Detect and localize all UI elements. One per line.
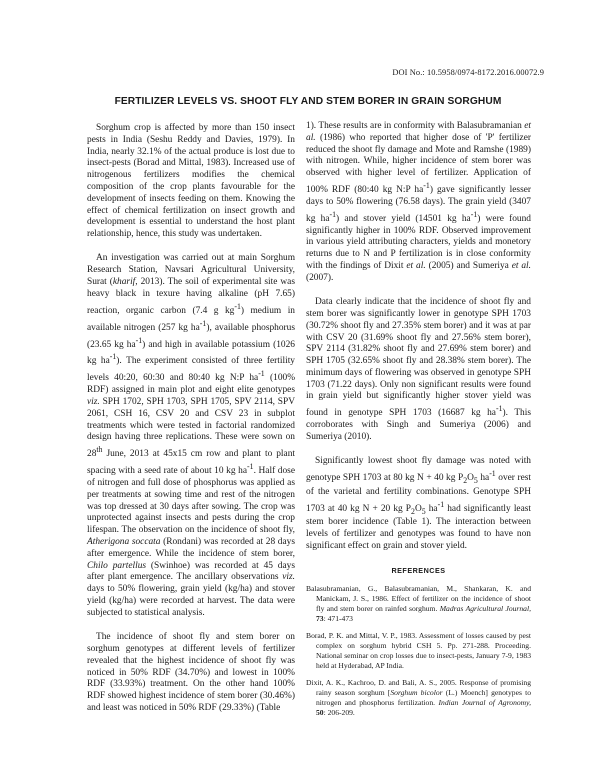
interaction-paragraph: Significantly lowest shoot fly damage was noted with genotype SPH 1703 at 80 kg N + 40 kg $P_2O_5$ $ha^{-1}$ over rest of the varietal and fertility combinations. Genotype SPH 1703 at 40 kg N + 20 kg $P_2O_5$ $ha^{-1}$ had significantly least stem borer incidence (Table 1). The interaction between levels of fertilizer and genotypes was found to have non significant effect on grain and stover yield. xyxy=(306,456,531,552)
reference-item: Balasubramanian, G., Balasubramanian, M., Shankaran, K. and Manickam, J. S., 1986. Effect of fertilizer on the incidence of shoot fly and stem borer on rainfed sorghum. Madras Agricultural Journal, 73: 471-473 xyxy=(306,584,531,624)
references-heading: REFERENCES xyxy=(391,566,446,576)
genotype-paragraph: Data clearly indicate that the incidence of shoot fly and stem borer was significantly lower in genotype SPH 1703 (30.72% shoot fly and 27.35% stem borer) and it was at par with CSV 20 (31.69% shoot fly and 27.56% stem borer), SPV 2114 (31.82% shoot fly and 27.69% stem borer) and SPH 1705 (32.65% shoot fly and 28.38% stem borer). The minimum days of flowering was observed in genotype SPH 1703 (71.22 days). Only non significant results were found in grain yield but significantly higher stover yield was found in genotype SPH 1703 (16687 kg $ha^{-1}$). This corroborates with Singh and Sumeriya (2006) and Sumeriya (2010). xyxy=(306,297,531,442)
conformity-paragraph: 1). These results are in conformity with Balasubramanian et al. (1986) who reported that higher dose of 'P' fertilizer reduced the shoot fly damage and Mote and Ramshe (1989) with nitrogen. While, higher incidence of stem borer was observed with higher level of fertilizer. Application of 100% RDF (80:40 kg N:P $ha^{-1}$) gave significantly lesser days to 50% flowering (76.58 days). The grain yield (3407 kg $ha^{-1}$) and stover yield (14501 kg $ha^{-1}$) were found significantly higher in 100% RDF. Observed improvement in various yield attributing characters, yields and monetory returns due to N and P fertilization is in close conformity with the findings of Dixit et al. (2005) and Sumeriya et al. (2007). xyxy=(306,121,532,283)
left-column xyxy=(87,123,295,715)
reference-item: Borad, P. K. and Mittal, V. P., 1983. Assessment of losses caused by pest complex on sorghum hybrid CSH 5. Pp. 271-288. Proceeding. National seminar on crop losses due to insect-pests, January 7-9, 1983 held at Hyderabad, AP India. xyxy=(306,631,531,671)
article-title: FERTILIZER LEVELS VS. SHOOT FLY AND STEM BORER IN GRAIN SORGHUM xyxy=(114,96,502,107)
right-column xyxy=(306,121,531,725)
intro-paragraph: Sorghum crop is affected by more than 150 insect pests in India (Seshu Reddy and Davies, 1979). In India, nearly 32.1% of the actual produce is lost due to insect-pests (Borad and Mittal, 1983). Increased use of nitrogenous fertilizers modifies the chemical composition of the crop plants favourable for the development of insects feeding on them. Knowing the effect of chemical fertilization on insect growth and development is essential to understand the host plant relationship, hence, this study was undertaken. xyxy=(87,123,295,240)
doi-line: DOI No.: 10.5958/0974-8172.2016.00072.9 xyxy=(392,68,544,77)
reference-item: Dixit, A. K., Kachroo, D. and Bali, A. S., 2005. Response of promising rainy season sorghum [Sorghum bicolor (L.) Moench] genotypes to nitrogen and phosphorus fertilization. Indian Journal of Agronomy, 50: 206-209. xyxy=(306,678,531,718)
results-paragraph: The incidence of shoot fly and stem borer on sorghum genotypes at different levels of fertilizer revealed that the highest incidence of shoot fly was noticed in 50% RDF (34.70%) and lowest in 100% RDF (33.93%) treatment. On the other hand 100% RDF showed highest incidence of stem borer (30.46%) and least was noticed in 50% RDF (29.33%) (Table xyxy=(87,632,295,713)
methods-paragraph: An investigation was carried out at main Sorghum Research Station, Navsari Agricultural University, Surat (kharif, 2013). The soil of experimental site was heavy black in texure having alkaline (pH 7.65) reaction, organic carbon (7.4 g $kg^{-1}$) medium in available nitrogen (257 kg $ha^{-1}$), available phosphorus (23.65 kg $ha^{-1}$) and high in available potassium (1026 kg $ha^{-1}$). The experiment consisted of three fertility levels 40:20, 60:30 and 80:40 kg N:P $ha^{-1}$ (100% RDF) assigned in main plot and eight elite genotypes viz. SPH 1702, SPH 1703, SPH 1705, SPV 2114, SPV 2061, CSH 16, CSV 20 and CSV 23 in subplot treatments which were tested in factorial randomized design having three replications. These were sown on 28th June, 2013 at 45x15 cm row and plant to plant spacing with a seed rate of about 10 kg $ha^{-1}$. Half dose of nitrogen and full dose of phosphorus was applied as per treatments at sowing time and rest of the nitrogen was top dressed at 30 days after sowing. The crop was unprotected against insects and pests during the crop lifespan. The observation on the incidence of shoot fly, Atherigona soccata (Rondani) was recorded at 28 days after emergence. While the incidence of stem borer, Chilo partellus (Swinhoe) was recorded at 45 days after plant emergence. The ancillary observations viz. days to 50% flowering, grain yield (kg/ha) and stover yield (kg/ha) were recorded at harvest. The data were subjected to statistical analysis. xyxy=(87,253,296,618)
